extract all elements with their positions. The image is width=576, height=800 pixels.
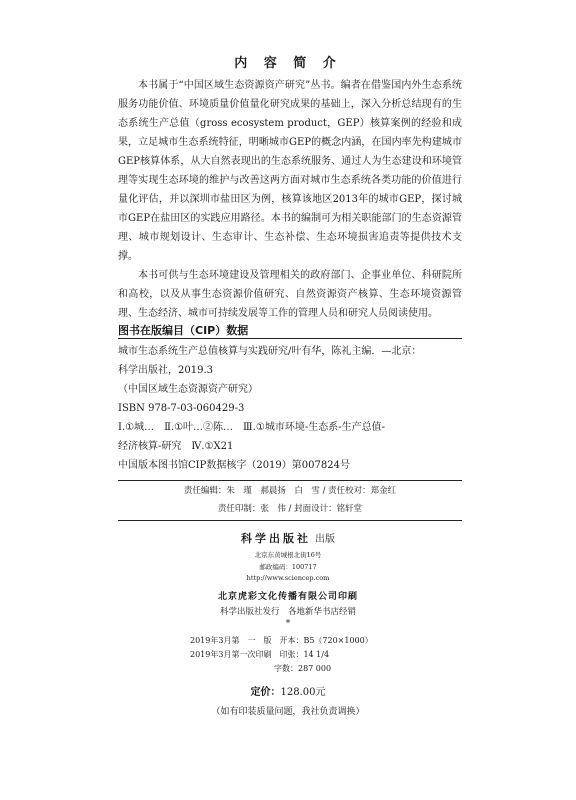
editor-credits: 责任编辑：朱 瑾 郝晨扬 白 雪 / 责任校对：郑金红 bbox=[183, 486, 397, 496]
intro-paragraph: 本书属于“中国区域生态资源资产研究”丛书。编者在借鉴国内外生态系统服务功能价值、环境质量价值量化研究成果的基础上，深入分析总结现有的生态系统生产总值（gross ecosystem product，GEP）核算案例的经验和成果，立足城市生态系统特征，明晰城市GEP的概念内涵，在国内率先构建城市GEP核算体系，从大自然表现出的生态系统服务、通过人为生态建设和环境管理等实现生态环境的维护与改善这两方面对城市生态系统各类功能的价值进行量化评估，并以深圳市盐田区为例，核算该地区2013年的城市GEP，探讨城市GEP在盐田区的实践应用路径。本书的编制可为相关职能部门的生态资源管理、城市规划设计、生态审计、生态补偿、生态环境损害追责等提供技术支撑。 bbox=[118, 80, 462, 262]
cip-block bbox=[118, 342, 462, 475]
production-credits: 责任印制：张 伟 / 封面设计：铭轩堂 bbox=[217, 504, 363, 514]
distribution: 科学出版社发行 各地新华书店经销 bbox=[219, 607, 356, 617]
cip-top-rule bbox=[118, 338, 462, 339]
cip-line: 城市生态系统生产总值核算与实践研究/叶有华，陈礼主编．—北京： bbox=[118, 346, 422, 357]
price-label: 定价： bbox=[250, 687, 281, 698]
quality-notice: （如有印装质量问题，我社负责调换） bbox=[211, 707, 365, 717]
credits-bottom-rule bbox=[118, 520, 462, 521]
spec-row: 2019年3月第 一 版 开本：B5（720×1000） bbox=[190, 636, 373, 645]
cip-line: 中国版本图书馆CIP数据核字（2019）第007824号 bbox=[118, 460, 350, 471]
edition-specs bbox=[190, 634, 430, 676]
publisher-website: http://www.sciencep.com bbox=[246, 574, 330, 582]
price bbox=[0, 683, 576, 698]
page-title: 内 容 简 介 bbox=[234, 56, 342, 71]
separator-star: * bbox=[285, 619, 291, 629]
cip-line: 科学出版社，2019.3 bbox=[118, 365, 213, 376]
cip-heading: 图书在版编目（CIP）数据 bbox=[118, 324, 249, 337]
cip-line: Ⅰ.①城… Ⅱ.①叶…②陈… Ⅲ.①城市环境-生态系-生产总值- bbox=[118, 422, 385, 433]
publisher-postcode: 邮政编码：100717 bbox=[259, 563, 317, 571]
cip-line: ISBN 978-7-03-060429-3 bbox=[118, 403, 245, 414]
price-value: 128.00元 bbox=[280, 687, 326, 698]
publisher-name: 科学出版社 bbox=[241, 532, 311, 545]
publisher-suffix: 出版 bbox=[315, 534, 335, 545]
cip-line: （中国区域生态资源资产研究） bbox=[118, 384, 258, 395]
spec-row: 2019年3月第一次印刷 印张：14 1/4 bbox=[190, 650, 330, 659]
cip-bottom-rule bbox=[118, 480, 462, 481]
intro-section bbox=[118, 76, 462, 323]
publisher-address: 北京东黄城根北街16号 bbox=[254, 551, 322, 559]
credits bbox=[118, 482, 462, 518]
printer: 北京虎彩文化传播有限公司印刷 bbox=[217, 592, 358, 602]
publisher-line bbox=[0, 530, 576, 546]
intro-paragraph: 本书可供与生态环境建设及管理相关的政府部门、企事业单位、科研院所和高校，以及从事生态资源价值研究、自然资源资产核算、生态环境资源管理、生态经济、城市可持续发展等工作的管理人员和研究人员阅读使用。 bbox=[118, 270, 462, 319]
spec-row: 字数：287 000 bbox=[274, 664, 332, 673]
cip-line: 经济核算-研究 Ⅳ.①X21 bbox=[118, 441, 234, 452]
